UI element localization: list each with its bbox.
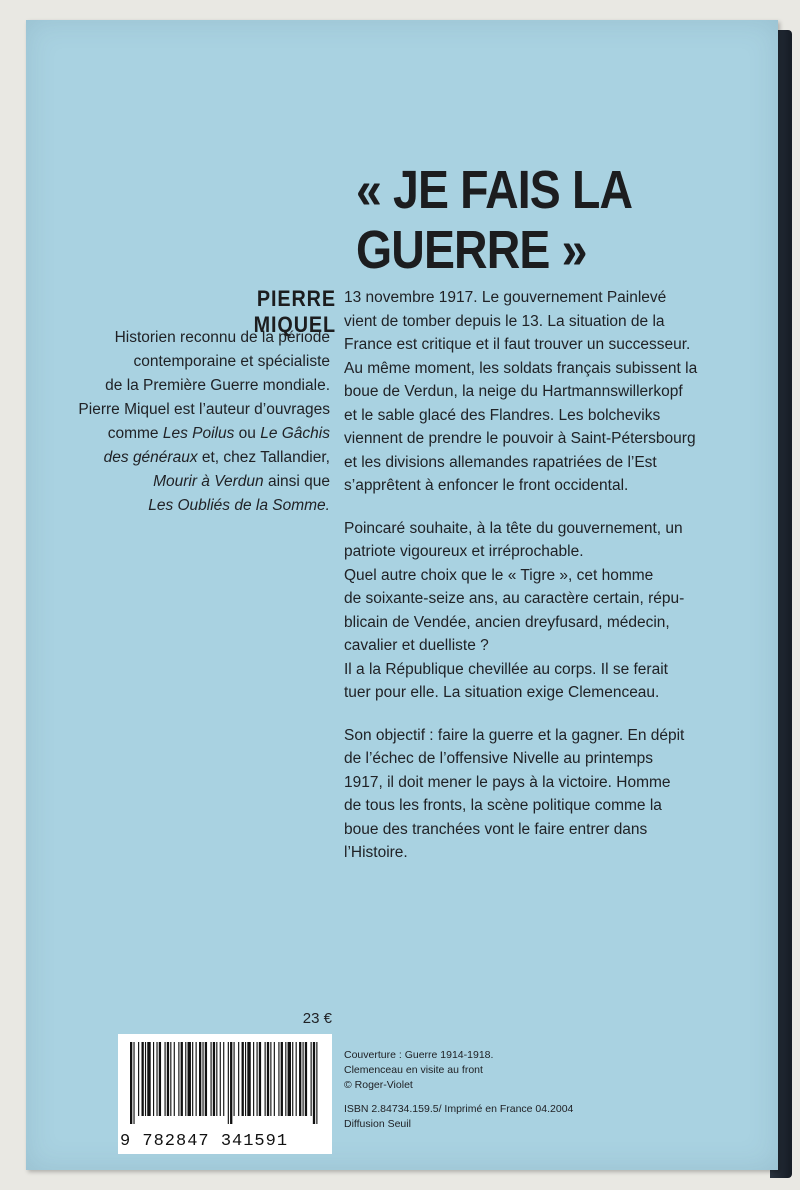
blurb-line: l’Histoire. xyxy=(344,844,408,861)
bio-line: Pierre Miquel est l’auteur d’ouvrages xyxy=(78,401,330,418)
blurb-line: boue des tranchées vont le faire entrer dans xyxy=(344,820,648,838)
bio-line: Historien reconnu de la période xyxy=(114,329,330,346)
blurb-line: Il a la République chevillée au corps. Il se ferait xyxy=(344,660,668,678)
blurb-line: cavalier et duelliste ? xyxy=(344,637,489,654)
book-back-cover xyxy=(26,20,778,1170)
barcode-number: 9 782847 341591 xyxy=(120,1132,289,1151)
blurb-line: et le sable glacé des Flandres. Les bolcheviks xyxy=(344,406,661,424)
title-line-2: GUERRE » xyxy=(356,220,587,280)
book-reference-le-gachis: Le Gâchis xyxy=(260,425,330,442)
bio-text: ainsi que xyxy=(263,473,330,490)
price-label: 23 € xyxy=(302,1010,332,1027)
barcode-bars xyxy=(128,1042,322,1124)
blurb-line: Quel autre choix que le « Tigre », cet homme xyxy=(344,566,654,584)
blurb-line: Son objectif : faire la guerre et la gagner. En dépit xyxy=(344,726,685,744)
blurb-paragraph-2 xyxy=(344,517,736,705)
book-reference-mourir-a-verdun: Mourir à Verdun xyxy=(153,473,264,490)
book-title xyxy=(356,160,700,280)
cover-credits xyxy=(344,1048,724,1132)
blurb-paragraph-3 xyxy=(344,724,736,865)
blurb-line: et les divisions allemandes rapatriées de l’Est xyxy=(344,453,657,471)
author-name: PIERRE MIQUEL xyxy=(253,286,336,337)
credit-line: Clemenceau en visite au front xyxy=(344,1064,483,1076)
blurb-line: 13 novembre 1917. Le gouvernement Painlevé xyxy=(344,289,667,306)
blurb-paragraph-1 xyxy=(344,286,736,498)
isbn-barcode xyxy=(118,1034,332,1154)
blurb-line: de soixante-seize ans, au caractère certain, répu- xyxy=(344,590,685,607)
book-reference-des-generaux: des généraux xyxy=(103,449,198,466)
blurb-line: boue de Verdun, la neige du Hartmannswillerkopf xyxy=(344,383,683,400)
credit-line: © Roger-Violet xyxy=(344,1079,413,1091)
blurb-line: blicain de Vendée, ancien dreyfusard, médecin, xyxy=(344,613,670,631)
blurb-line: de l’échec de l’offensive Nivelle au printemps xyxy=(344,750,654,767)
blurb-line: s’apprêtent à enfoncer le front occidental. xyxy=(344,477,629,494)
blurb-line: vient de tomber depuis le 13. La situation de la xyxy=(344,312,665,330)
blurb-line: Au même moment, les soldats français subissent la xyxy=(344,359,698,377)
blurb xyxy=(344,286,736,884)
blurb-line: France est critique et il faut trouver un successeur. xyxy=(344,336,691,353)
blurb-line: Poincaré souhaite, à la tête du gouvernement, un xyxy=(344,519,683,537)
blurb-line: patriote vigoureux et irréprochable. xyxy=(344,543,584,560)
blurb-line: de tous les fronts, la scène politique comme la xyxy=(344,797,662,814)
bio-line: de la Première Guerre mondiale. xyxy=(105,377,330,394)
author-bio xyxy=(52,326,330,518)
title-line-1: « JE FAIS LA xyxy=(356,160,633,220)
credit-line: Couverture : Guerre 1914-1918. xyxy=(344,1049,494,1061)
blurb-line: tuer pour elle. La situation exige Clemenceau. xyxy=(344,684,660,701)
bio-text: et, chez Tallandier, xyxy=(197,449,330,466)
book-reference-les-oublies: Les Oubliés de la Somme. xyxy=(148,497,330,514)
bio-text: comme xyxy=(107,425,163,442)
isbn-line: ISBN 2.84734.159.5/ Imprimé en France 04.2004 xyxy=(344,1103,574,1115)
distributor-line: Diffusion Seuil xyxy=(344,1118,411,1130)
blurb-line: 1917, il doit mener le pays à la victoire. Homme xyxy=(344,773,671,791)
blurb-line: viennent de prendre le pouvoir à Saint-Pétersbourg xyxy=(344,430,696,447)
bio-text: ou xyxy=(234,425,261,442)
bio-line: contemporaine et spécialiste xyxy=(133,353,330,370)
book-reference-les-poilus: Les Poilus xyxy=(162,425,235,442)
